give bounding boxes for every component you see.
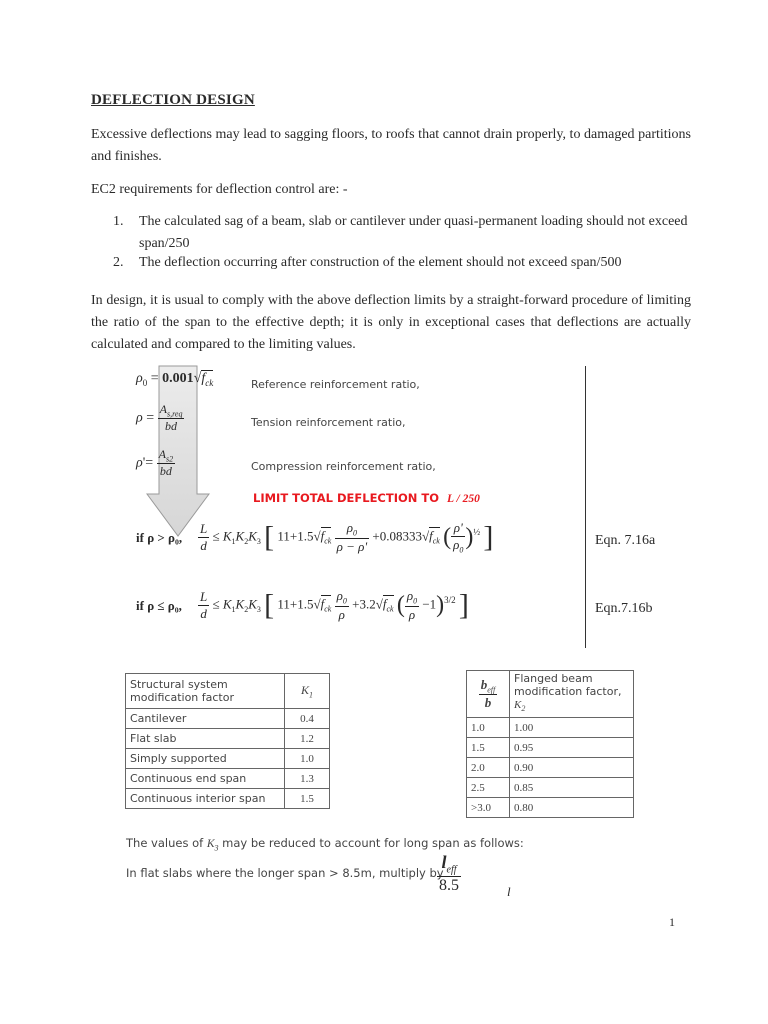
- table-cell: 0.90: [510, 758, 634, 778]
- table-cell: Simply supported: [126, 749, 285, 769]
- equation-label: Eqn.7.16b: [595, 601, 653, 616]
- k2-table: [466, 670, 634, 818]
- table-cell: Continuous end span: [126, 769, 285, 789]
- table-cell: >3.0: [467, 798, 510, 818]
- table-cell: 1.2: [285, 729, 330, 749]
- table-cell: 1.0: [467, 718, 510, 738]
- stray-mark: l: [507, 884, 511, 899]
- intro-paragraph: Excessive deflections may lead to sagging floors, to roofs that cannot drain properly, to damaged partitions and finishes.: [91, 127, 691, 164]
- multiplier-fraction: $\frac{l_{eff}}{8.5}$: [439, 852, 459, 894]
- equation-716a-body: $\frac{L}{d}$ ≤ $K_1K_2K_3$ [ $11+1.5√f_{ck}$ $\frac{\rho_0}{\rho - \rho'}$ $+0.08333√f_{ck}$ ( $\frac{\rho'}{\rho_0}$ )$^{\frac{1}{2}}$ ]: [200, 520, 494, 555]
- table-row: [126, 749, 330, 769]
- table-cell: 1.3: [285, 769, 330, 789]
- equation-716b: if ρ ≤ ρ₀,: [136, 598, 182, 613]
- rho-formula: ρ = $\frac{A_{s,req}}{bd}$: [136, 402, 183, 434]
- table-row: [126, 789, 330, 809]
- requirement-item: [113, 252, 622, 274]
- ratio-label: Tension reinforcement ratio,: [251, 416, 406, 429]
- table-row: [126, 709, 330, 729]
- ratio-label: Compression reinforcement ratio,: [251, 460, 436, 473]
- table-cell: 2.0: [467, 758, 510, 778]
- table-cell: 0.85: [510, 778, 634, 798]
- requirement-text: The calculated sag of a beam, slab or cantilever under quasi-permanent loading should not exceed span/250: [139, 214, 688, 251]
- table-cell: 2.5: [467, 778, 510, 798]
- page-number: 1: [669, 915, 675, 929]
- k1-table: [125, 673, 330, 809]
- table-row: [467, 758, 634, 778]
- table-cell: 1.5: [285, 789, 330, 809]
- ratio-label: Reference reinforcement ratio,: [251, 378, 420, 391]
- requirement-number: 1.: [113, 214, 124, 229]
- equation-label: Eqn. 7.16a: [595, 533, 656, 548]
- table-cell: 0.4: [285, 709, 330, 729]
- table-header-row: [467, 671, 634, 718]
- table-header-cell: Flanged beam modification factor, $K_2$: [510, 671, 634, 718]
- requirement-text: The deflection occurring after construction of the element should not exceed span/500: [139, 255, 622, 270]
- requirements-heading: EC2 requirements for deflection control are: -: [91, 182, 348, 197]
- flat-slab-note: In flat slabs where the longer span > 8.5m, multiply by: [126, 866, 444, 880]
- table-cell: 0.95: [510, 738, 634, 758]
- table-header-row: [126, 674, 330, 709]
- table-header-cell: Structural system modification factor: [126, 674, 285, 709]
- table-row: [467, 798, 634, 818]
- table-row: [126, 729, 330, 749]
- table-cell: Continuous interior span: [126, 789, 285, 809]
- limit-note: LIMIT TOTAL DEFLECTION TO L / 250: [253, 491, 480, 505]
- table-cell: Cantilever: [126, 709, 285, 729]
- table-cell: 0.80: [510, 798, 634, 818]
- equation-716b-body: $\frac{L}{d}$ ≤ $K_1K_2K_3$ [ $11+1.5√f_{ck}$ $\frac{\rho_0}{\rho}$ $+3.2√f_{ck}$ ( $\frac{\rho_0}{\rho}$ −1)$^{3/2}$ ]: [200, 588, 469, 622]
- equation-716a: if ρ > ρ₀,: [136, 530, 183, 545]
- rho-prime-formula: ρ'= $\frac{A_{s2}}{bd}$: [136, 447, 174, 479]
- table-cell: 1.0: [285, 749, 330, 769]
- table-cell: 1.00: [510, 718, 634, 738]
- table-cell: Flat slab: [126, 729, 285, 749]
- table-cell: 1.5: [467, 738, 510, 758]
- requirement-number: 2.: [113, 255, 124, 270]
- table-row: [467, 718, 634, 738]
- k3-note: The values of $K_3$ may be reduced to account for long span as follows:: [126, 836, 524, 853]
- table-row: [467, 778, 634, 798]
- design-paragraph: In design, it is usual to comply with the above deflection limits by a straight-forward procedure of limiting the ratio of the span to the effective depth; it is only in exceptional cases that deflections are actually calculated and compared to the limiting values.: [91, 293, 691, 352]
- table-header-cell: $K_1$: [285, 674, 330, 709]
- table-row: [467, 738, 634, 758]
- divider-line: [585, 366, 586, 648]
- table-header-cell: $\frac{b_{eff}}{b}$: [467, 671, 510, 718]
- table-row: [126, 769, 330, 789]
- rho0-formula: $\rho_0 = 0.001√f_{ck}$: [136, 371, 214, 388]
- page-title: DEFLECTION DESIGN: [91, 92, 255, 108]
- requirement-item: [113, 211, 688, 251]
